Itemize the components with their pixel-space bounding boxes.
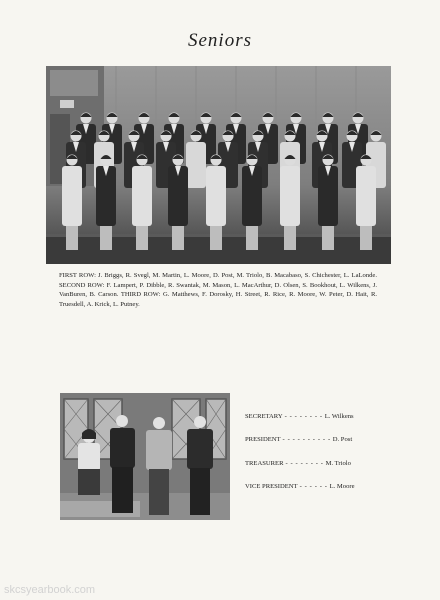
- officer-name: M. Triolo: [325, 459, 351, 467]
- officer-row-secretary: [245, 413, 373, 422]
- officer-name: L. Wilkens: [324, 413, 354, 420]
- officer-row-vice-president: [245, 483, 373, 492]
- senior-class-group-photo: [46, 66, 391, 264]
- officer-role: SECRETARY: [245, 413, 283, 420]
- page-title: Seniors: [188, 30, 252, 51]
- leader-dots: - - - - - - - - - -: [282, 436, 331, 444]
- leader-dots: - - - - - - - -: [284, 413, 323, 420]
- leader-dots: - - - - - -: [299, 482, 328, 490]
- officers-list: [245, 413, 373, 506]
- officer-name: L. Moore: [329, 482, 355, 490]
- leader-dots: - - - - - - - -: [285, 459, 324, 467]
- group-photo-caption: FIRST ROW: J. Briggs, R. Svegl, M. Martin, L. Moore, D. Post, M. Triolo, B. Macabaso, S. Chichester, L. LaLonde. SECOND ROW: F. Lampert, P. Dibble, R. Swantak, M. Mason, L. MacArthur, D. Olsen, S. Bookhout, L. Wilkens, J. VanBuren, B. Carson. THIRD ROW: G. Matthews, F. Dorosky, H. Street, R. Rice, R. Moore, W. Peter, D. Hait, R. Truesdell, A. Krick, L. Putney.: [59, 272, 377, 308]
- officer-row-treasurer: [245, 460, 373, 469]
- officer-row-president: [245, 436, 373, 445]
- site-watermark: skcsyearbook.com: [4, 584, 96, 596]
- officer-name: D. Post: [332, 436, 353, 444]
- officer-role: TREASURER: [245, 459, 284, 467]
- officer-role: VICE PRESIDENT: [245, 482, 298, 490]
- class-officers-photo: [60, 393, 230, 520]
- officer-role: PRESIDENT: [245, 436, 281, 444]
